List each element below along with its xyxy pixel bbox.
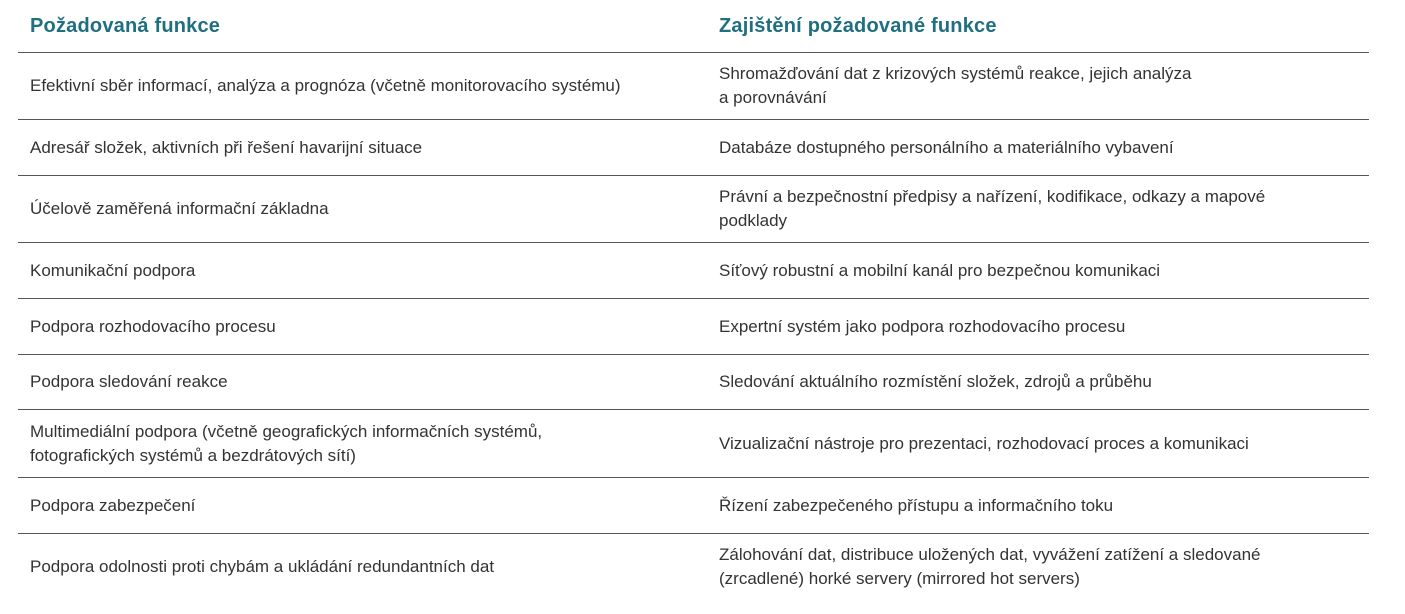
cell-required: Podpora odolnosti proti chybám a ukládání redundantních dat (30, 557, 495, 576)
cell-provision: Řízení zabezpečeného přístupu a informačního toku (719, 495, 1114, 515)
cell-required: Multimediální podpora (včetně geografických informačních systémů, fotografických systémů a bezdrátových sítí) (30, 421, 543, 465)
cell-provision: Sledování aktuálního rozmístění složek, zdrojů a průběhu (719, 372, 1152, 391)
cell-provision: Zálohování dat, distribuce uložených dat, vyvážení zatížení a sledované (zrcadlené) horké servery (mirrored hot servers) (719, 545, 1261, 588)
cell-required: Podpora zabezpečení (30, 495, 196, 515)
cell-provision: Právní a bezpečnostní předpisy a nařízení, kodifikace, odkazy a mapové podklady (719, 187, 1266, 230)
table-row (18, 299, 1369, 355)
cell-required: Podpora sledování reakce (30, 372, 228, 391)
table-row (18, 355, 1369, 410)
cell-required: Podpora rozhodovacího procesu (30, 316, 276, 336)
cell-provision: Síťový robustní a mobilní kanál pro bezpečnou komunikaci (719, 260, 1161, 280)
table-row (18, 243, 1369, 299)
cell-provision: Shromažďování dat z krizových systémů reakce, jejich analýza a porovnávání (719, 64, 1192, 107)
table-row (18, 534, 1369, 600)
cell-provision: Expertní systém jako podpora rozhodovacího procesu (719, 316, 1126, 336)
cell-required: Adresář složek, aktivních při řešení havarijní situace (30, 137, 423, 157)
table-row (18, 410, 1369, 478)
header-required-function: Požadovaná funkce (30, 14, 221, 37)
cell-required: Účelově zaměřená informační základna (30, 199, 329, 218)
table-row (18, 53, 1369, 120)
cell-required: Efektivní sběr informací, analýza a prognóza (včetně monitorovacího systému) (30, 76, 621, 95)
functions-table (18, 0, 1369, 600)
cell-provision: Vizualizační nástroje pro prezentaci, rozhodovací proces a komunikaci (719, 433, 1249, 453)
table-row (18, 120, 1369, 176)
cell-provision: Databáze dostupného personálního a materiálního vybavení (719, 137, 1174, 157)
table-header (18, 0, 1369, 53)
table-row (18, 176, 1369, 243)
cell-required: Komunikační podpora (30, 260, 196, 280)
table-row (18, 478, 1369, 534)
header-function-provision: Zajištění požadované funkce (719, 14, 997, 37)
